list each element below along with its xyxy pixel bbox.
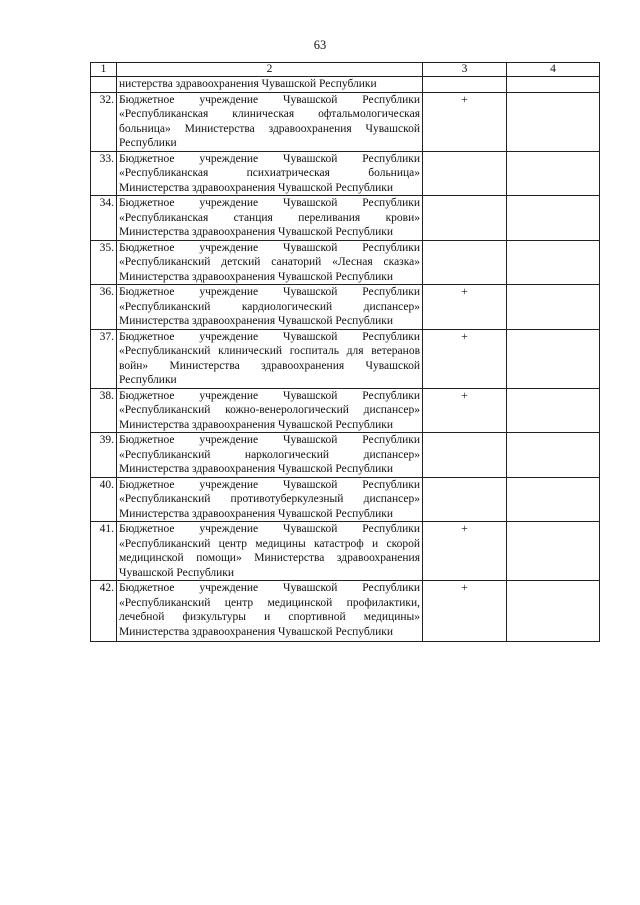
row-number: 40. — [91, 477, 117, 522]
column-4-cell — [507, 285, 600, 330]
row-number: 36. — [91, 285, 117, 330]
institution-name: Бюджетное учреждение Чувашской Республики «Республиканская клиническая офтальмологическая больница» Министерства здравоохранения Чувашской Республики — [117, 92, 423, 151]
column-4-cell — [507, 477, 600, 522]
column-4-cell — [507, 77, 600, 93]
table-row — [91, 477, 600, 522]
institution-name: Бюджетное учреждение Чувашской Республики «Республиканский наркологический диспансер» Министерства здравоохранения Чувашской Республики — [117, 433, 423, 478]
institution-name: Бюджетное учреждение Чувашской Республики «Республиканский центр медицины катастроф и скорой медицинской помощи» Министерства здравоохранения Чувашской Республики — [117, 522, 423, 581]
column-4-cell — [507, 151, 600, 196]
column-3-mark: + — [423, 522, 507, 581]
column-3-mark: + — [423, 92, 507, 151]
institution-name: Бюджетное учреждение Чувашской Республики «Республиканский центр медицинской профилактики, лечебной физкультуры и спортивной медицины» Министерства здравоохранения Чувашской Республики — [117, 581, 423, 642]
table-row — [91, 329, 600, 388]
institution-name: Бюджетное учреждение Чувашской Республики «Республиканский кардиологический диспансер» Министерства здравоохранения Чувашской Республики — [117, 285, 423, 330]
table-row — [91, 433, 600, 478]
table-row — [91, 151, 600, 196]
institution-name: Бюджетное учреждение Чувашской Республики «Республиканский детский санаторий «Лесная сказка» Министерства здравоохранения Чувашской Республики — [117, 240, 423, 285]
column-4-cell — [507, 329, 600, 388]
table-row — [91, 581, 600, 642]
table-row — [91, 196, 600, 241]
row-number: 32. — [91, 92, 117, 151]
table-row — [91, 522, 600, 581]
institutions-table — [90, 62, 600, 642]
row-number: 39. — [91, 433, 117, 478]
column-4-cell — [507, 522, 600, 581]
column-4-cell — [507, 433, 600, 478]
column-3-mark: + — [423, 285, 507, 330]
institution-name: Бюджетное учреждение Чувашской Республики «Республиканский клинический госпиталь для ветеранов войн» Министерства здравоохранения Чувашской Республики — [117, 329, 423, 388]
column-4-cell — [507, 240, 600, 285]
table-row — [91, 92, 600, 151]
table-row — [91, 240, 600, 285]
table-row — [91, 285, 600, 330]
table-header-row — [91, 63, 600, 77]
column-4-cell — [507, 388, 600, 433]
row-number: 37. — [91, 329, 117, 388]
column-4-cell — [507, 196, 600, 241]
column-3-mark — [423, 477, 507, 522]
row-number: 41. — [91, 522, 117, 581]
column-3-mark: + — [423, 329, 507, 388]
column-3-mark — [423, 433, 507, 478]
institution-name: Бюджетное учреждение Чувашской Республики «Республиканская станция переливания крови» Министерства здравоохранения Чувашской Республики — [117, 196, 423, 241]
row-number: 34. — [91, 196, 117, 241]
column-3-mark — [423, 240, 507, 285]
column-3-mark: + — [423, 581, 507, 642]
column-header-1: 1 — [91, 63, 117, 77]
row-number: 35. — [91, 240, 117, 285]
table-row — [91, 388, 600, 433]
column-3-mark — [423, 77, 507, 93]
row-number — [91, 77, 117, 93]
institution-name: Бюджетное учреждение Чувашской Республики «Республиканский противотуберкулезный диспансер» Министерства здравоохранения Чувашской Республики — [117, 477, 423, 522]
row-number: 42. — [91, 581, 117, 642]
column-header-3: 3 — [423, 63, 507, 77]
institution-name: Бюджетное учреждение Чувашской Республики «Республиканская психиатрическая больница» Министерства здравоохранения Чувашской Республики — [117, 151, 423, 196]
column-3-mark: + — [423, 388, 507, 433]
column-header-2: 2 — [117, 63, 423, 77]
column-4-cell — [507, 581, 600, 642]
column-4-cell — [507, 92, 600, 151]
row-number: 38. — [91, 388, 117, 433]
row-number: 33. — [91, 151, 117, 196]
column-header-4: 4 — [507, 63, 600, 77]
column-3-mark — [423, 151, 507, 196]
table-row — [91, 77, 600, 93]
institution-name: нистерства здравоохранения Чувашской Республики — [117, 77, 423, 93]
institution-name: Бюджетное учреждение Чувашской Республики «Республиканский кожно-венерологический диспансер» Министерства здравоохранения Чувашской Республики — [117, 388, 423, 433]
column-3-mark — [423, 196, 507, 241]
page-number: 63 — [313, 38, 327, 52]
